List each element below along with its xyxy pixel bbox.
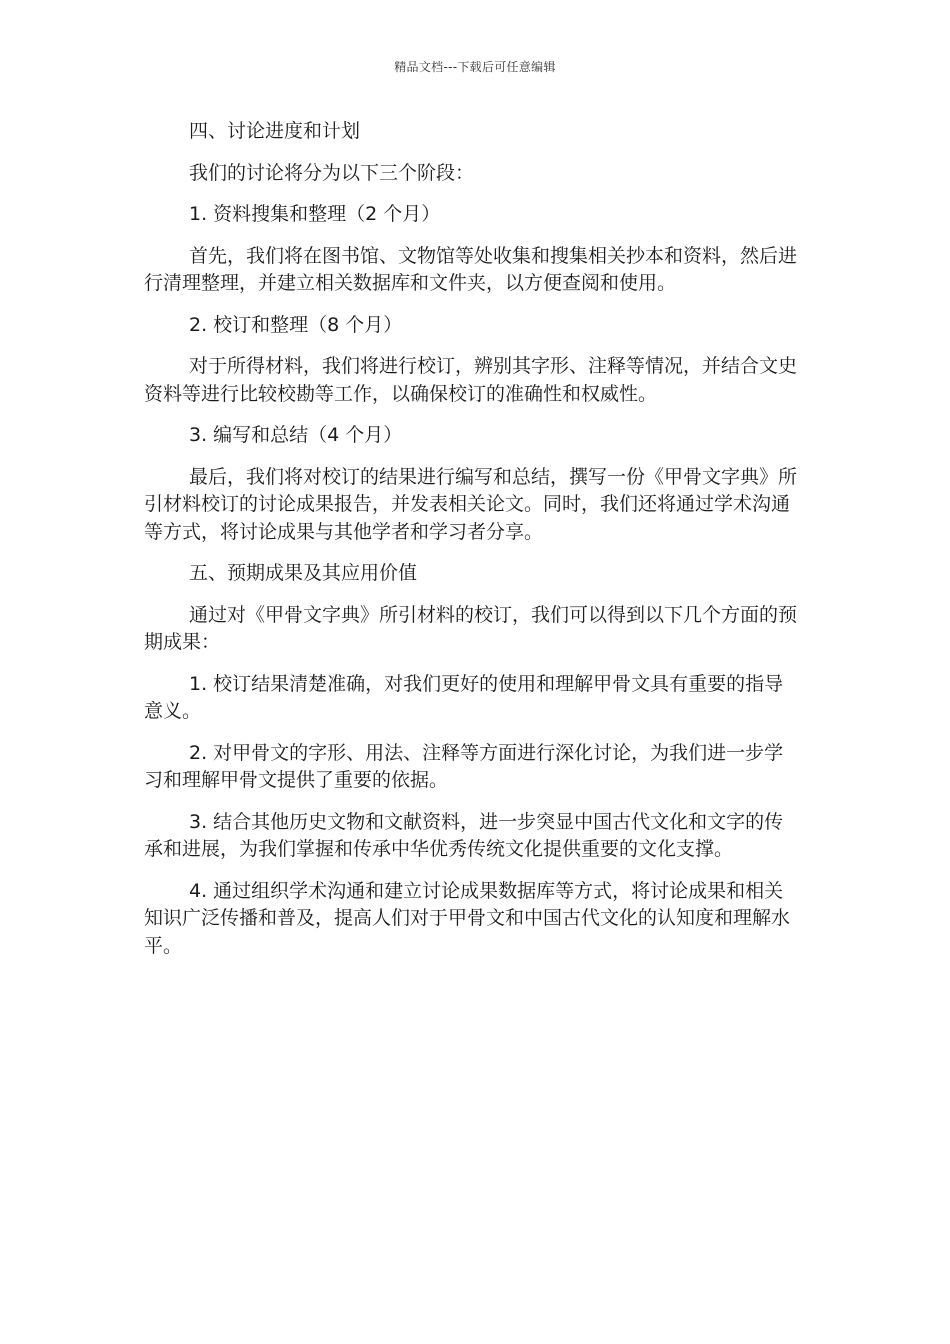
list-item: 1. 校订结果清楚准确，对我们更好的使用和理解甲骨文具有重要的指导意义。: [144, 672, 784, 722]
section-heading-outcomes: 五、预期成果及其应用价值: [189, 562, 418, 584]
paragraph: 对于所得材料，我们将进行校订，辨别其字形、注释等情况，并结合文史资料等进行比较校勘等工作，以确保校订的准确性和权威性。: [144, 355, 798, 405]
list-item: 3. 结合其他历史文物和文献资料，进一步突显中国古代文化和文字的传承和进展，为我们掌握和传承中华优秀传统文化提供重要的文化支撑。: [144, 810, 784, 860]
paragraph: 最后，我们将对校订的结果进行编写和总结，撰写一份《甲骨文字典》所引材料校订的讨论成果报告，并发表相关论文。同时，我们还将通过学术沟通等方式，将讨论成果与其他学者和学习者分享。: [144, 465, 798, 543]
list-item-heading: 3. 编写和总结（4 个月）: [189, 424, 403, 446]
paragraph: 通过对《甲骨文字典》所引材料的校订，我们可以得到以下几个方面的预期成果：: [144, 603, 798, 653]
paragraph: 首先，我们将在图书馆、文物馆等处收集和搜集相关抄本和资料，然后进行清理整理，并建立相关数据库和文件夹，以方便查阅和使用。: [144, 244, 798, 294]
list-item: 2. 对甲骨文的字形、用法、注释等方面进行深化讨论，为我们进一步学习和理解甲骨文提供了重要的依据。: [144, 741, 784, 791]
section-heading-schedule: 四、讨论进度和计划: [189, 120, 361, 142]
list-item: 4. 通过组织学术沟通和建立讨论成果数据库等方式，将讨论成果和相关知识广泛传播和普及，提高人们对于甲骨文和中国古代文化的认知度和理解水平。: [144, 879, 791, 957]
document-body: [144, 118, 800, 960]
list-item-heading: 1. 资料搜集和整理（2 个月）: [189, 203, 441, 225]
paragraph: 我们的讨论将分为以下三个阶段：: [189, 161, 475, 184]
list-item-heading: 2. 校订和整理（8 个月）: [189, 313, 403, 336]
page-header: 精品文档---下载后可任意编辑: [394, 60, 556, 74]
